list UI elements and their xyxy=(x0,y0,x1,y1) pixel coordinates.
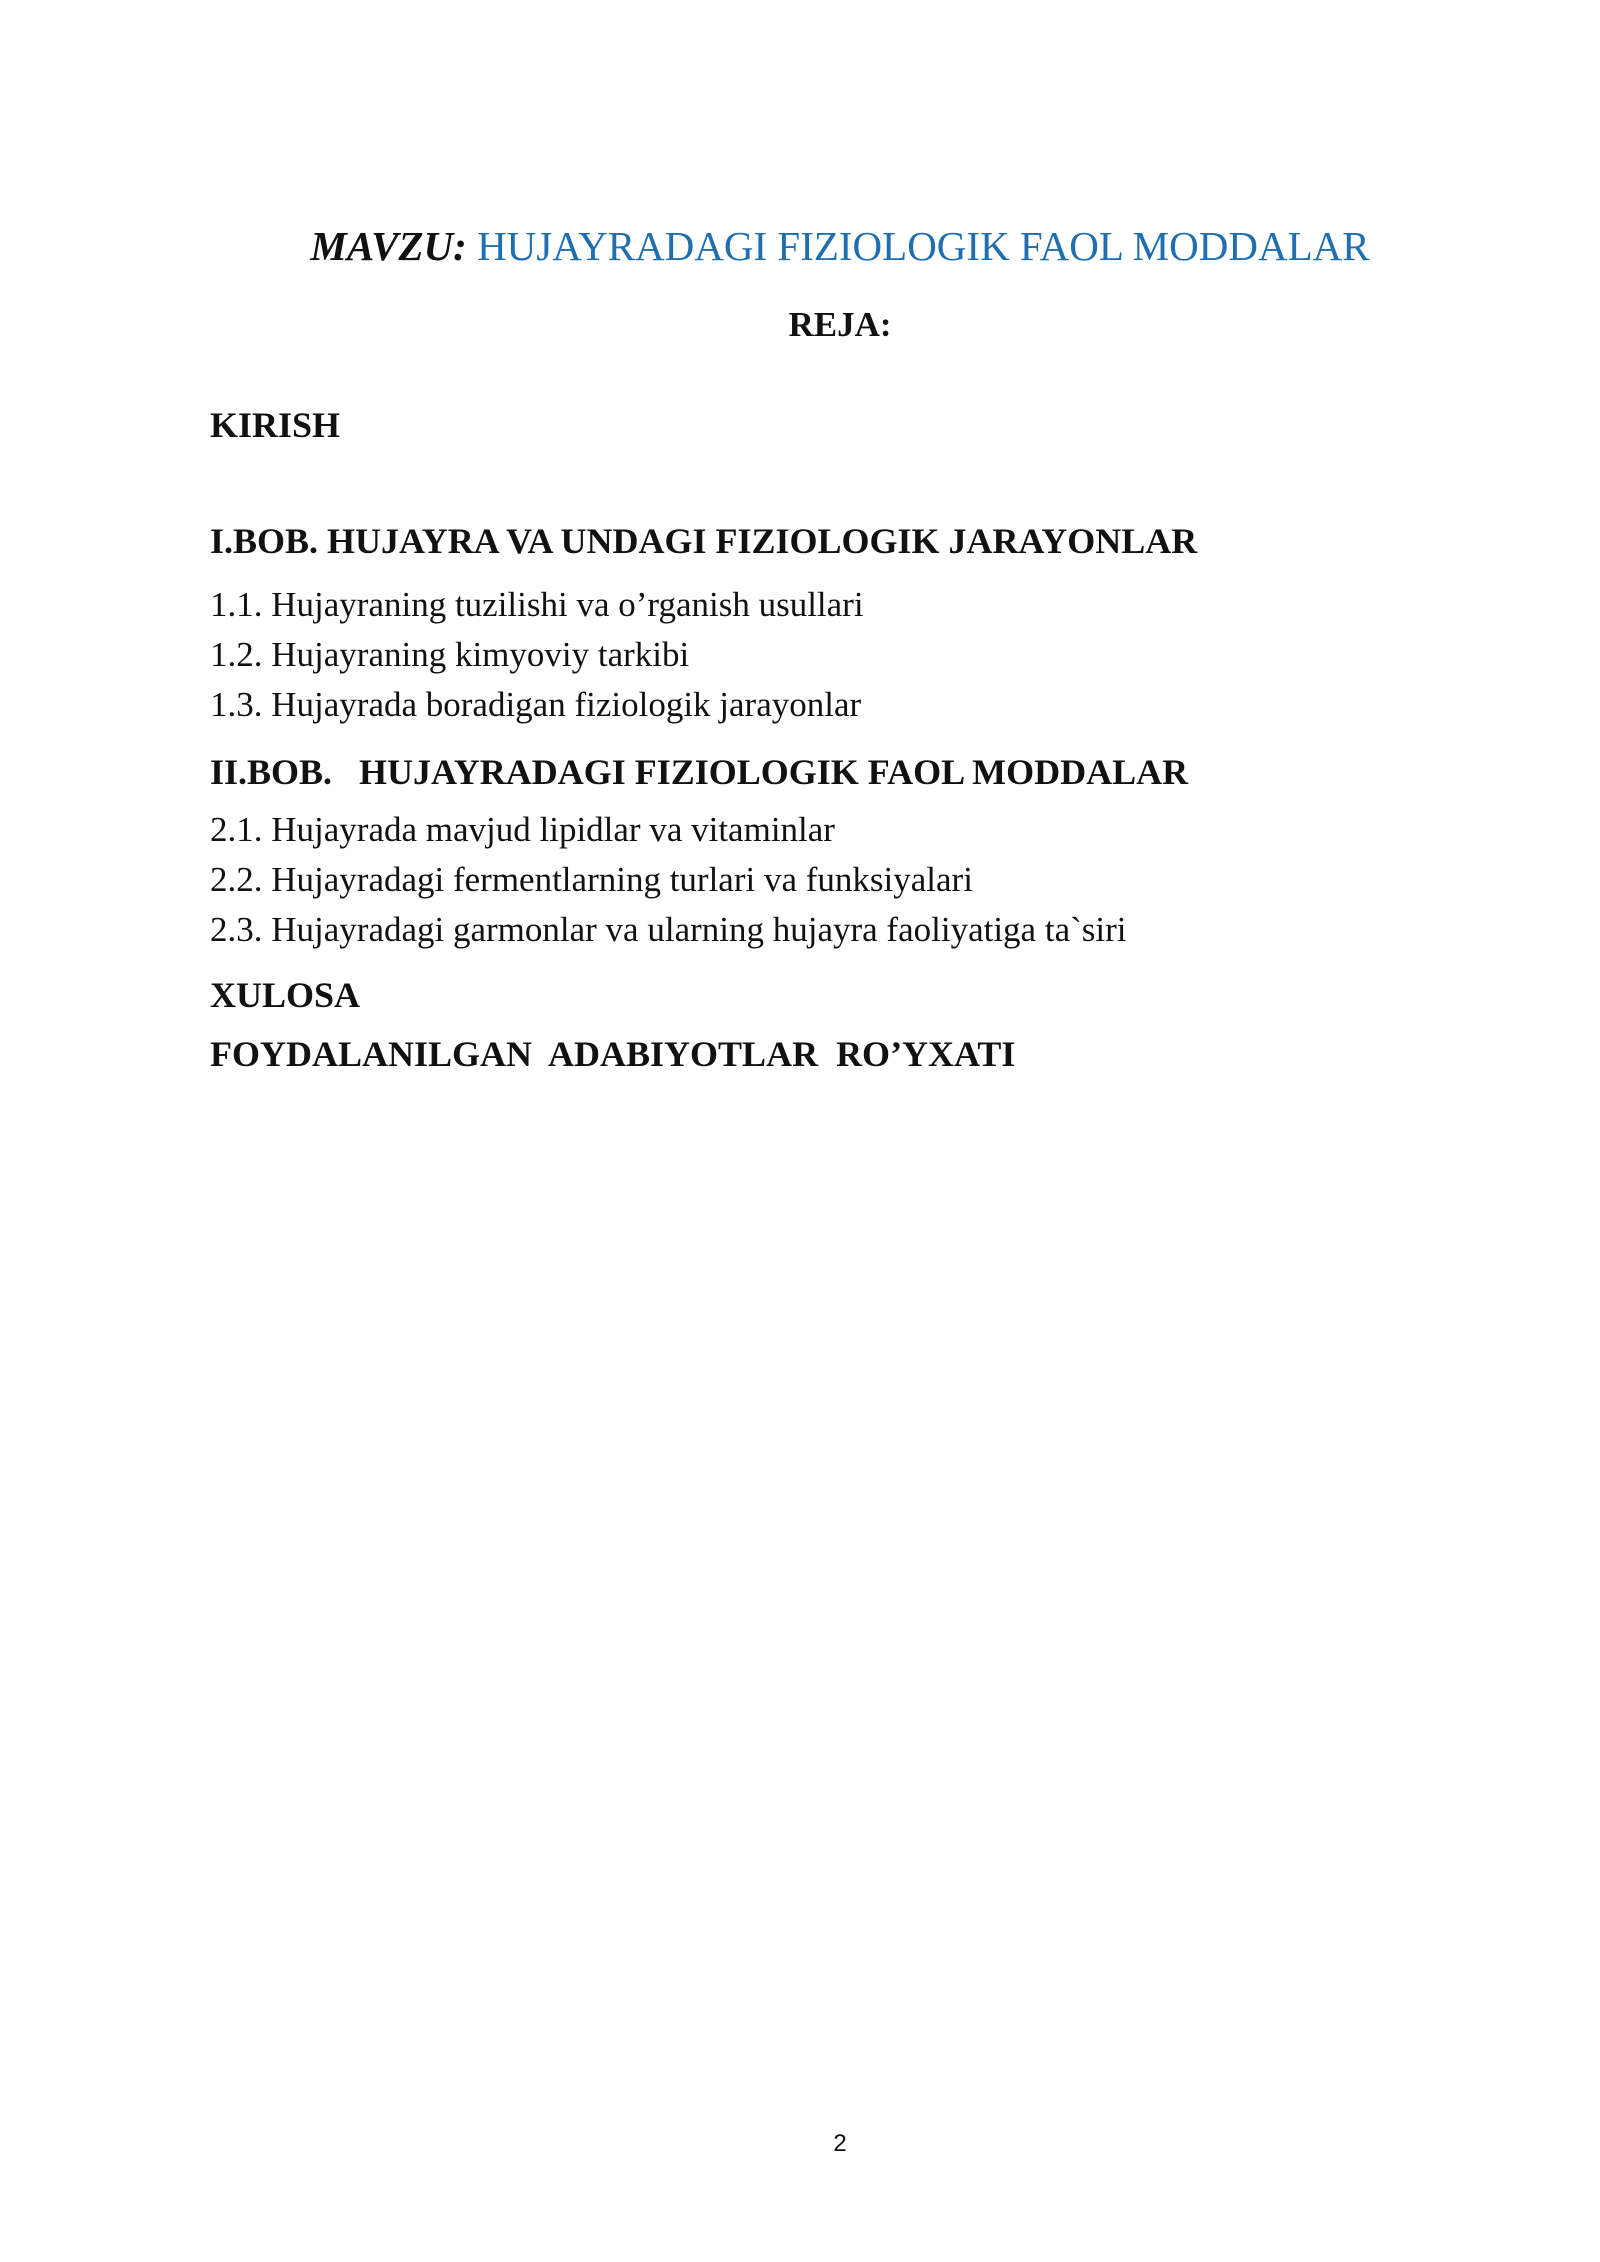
topic-title xyxy=(0,218,1600,274)
chapter-1-item-2: 1.2. Hujayraning kimyoviy tarkibi xyxy=(210,635,690,674)
chapter-1-item-3: 1.3. Hujayrada boradigan fiziologik jarayonlar xyxy=(210,685,862,724)
chapter-1-item-1: 1.1. Hujayraning tuzilishi va o’rganish usullari xyxy=(210,585,864,624)
chapter-2-item-2: 2.2. Hujayradagi fermentlarning turlari va funksiyalari xyxy=(210,860,973,899)
intro-heading: KIRISH xyxy=(210,405,341,445)
references-heading: FOYDALANILGAN ADABIYOTLAR RO’YXATI xyxy=(210,1034,1016,1074)
conclusion-heading: XULOSA xyxy=(210,975,361,1015)
chapter-2-item-1: 2.1. Hujayrada mavjud lipidlar va vitaminlar xyxy=(210,810,835,849)
chapter-2-item-3: 2.3. Hujayradagi garmonlar va ularning hujayra faoliyatiga ta`siri xyxy=(210,910,1127,949)
chapter-1-title: I.BOB. HUJAYRA VA UNDAGI FIZIOLOGIK JARAYONLAR xyxy=(210,521,1198,561)
page-number: 2 xyxy=(833,2130,847,2157)
chapter-2-title: II.BOB. HUJAYRADAGI FIZIOLOGIK FAOL MODDALAR xyxy=(210,752,1189,792)
topic-text: HUJAYRADAGI FIZIOLOGIK FAOL MODDALAR xyxy=(477,223,1370,269)
plan-heading: REJA: xyxy=(788,305,892,344)
topic-label: MAVZU: xyxy=(310,223,467,269)
